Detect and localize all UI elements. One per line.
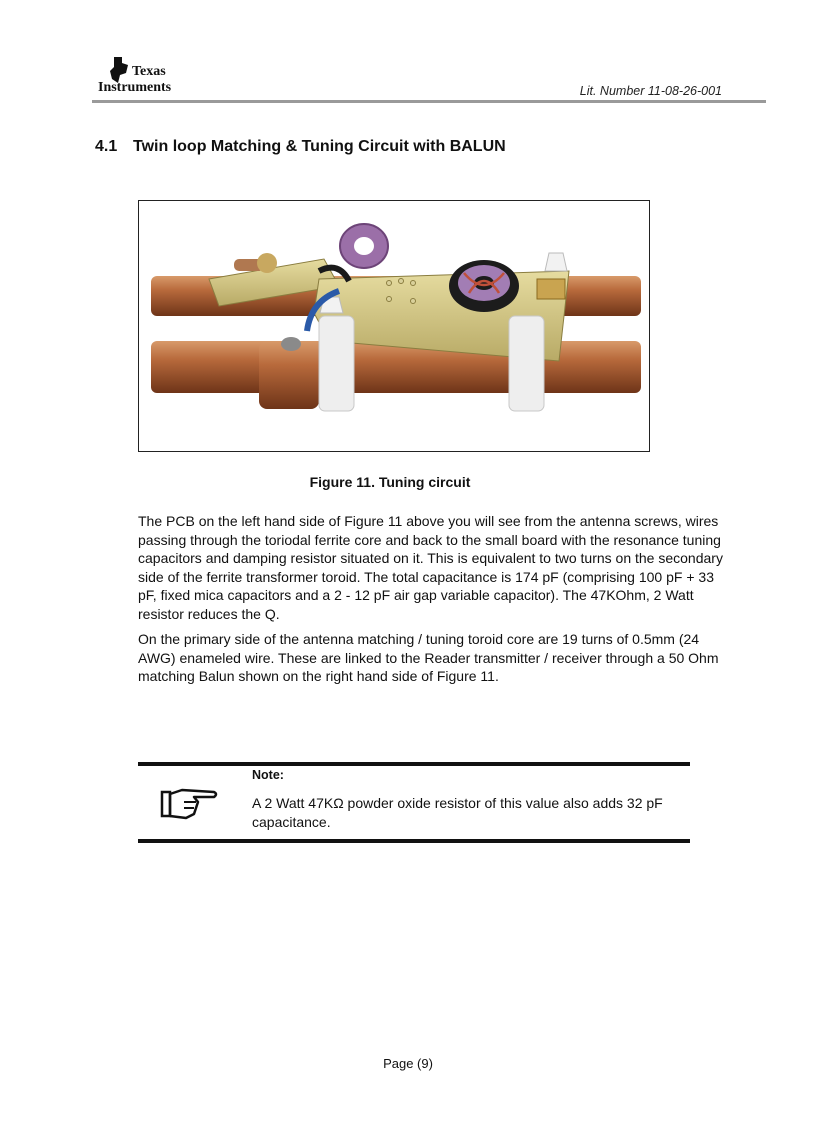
note-text: A 2 Watt 47KΩ powder oxide resistor of this value also adds 32 pF capacitance. <box>252 795 663 830</box>
section-title: Twin loop Matching & Tuning Circuit with BALUN <box>133 138 506 155</box>
section-heading <box>95 138 506 156</box>
body-paragraph-2: On the primary side of the antenna matching / tuning toroid core are 19 turns of 0.5mm (24 AWG) enameled wire. These are linked to the Reader transmitter / receiver through a 50 Ohm matching Balun shown on the right hand side of Figure 11. <box>138 631 719 684</box>
body-paragraph-1: The PCB on the left hand side of Figure 11 above you will see from the antenna screws, wires passing through the toriodal ferrite core and back to the small board with the resonance tuning capacitors and damping resistor situated on it. This is equivalent to two turns on the secondary side of the ferrite transformer toroid. The total capacitance is 174 pF (comprising 100 pF + 33 pF, fixed mica capacitors and a 2 - 12 pF air gap variable capacitor). The 47KOhm, 2 Watt resistor reduces the Q. <box>138 513 723 622</box>
page-number: Page (9) <box>383 1056 433 1071</box>
logo-line1: Texas <box>132 64 166 79</box>
pointing-hand-icon <box>160 782 220 824</box>
note-label: Note: <box>252 768 284 782</box>
note-top-rule <box>138 762 690 766</box>
ti-logo <box>92 55 232 95</box>
header-rule <box>92 100 766 103</box>
figure-photo <box>138 200 650 452</box>
logo-line2: Instruments <box>98 80 172 95</box>
section-number: 4.1 <box>95 138 118 155</box>
lit-number: Lit. Number 11-08-26-001 <box>579 84 722 98</box>
figure-caption: Figure 11. Tuning circuit <box>309 474 471 490</box>
lower-pipe <box>151 341 641 393</box>
note-bottom-rule <box>138 839 690 843</box>
